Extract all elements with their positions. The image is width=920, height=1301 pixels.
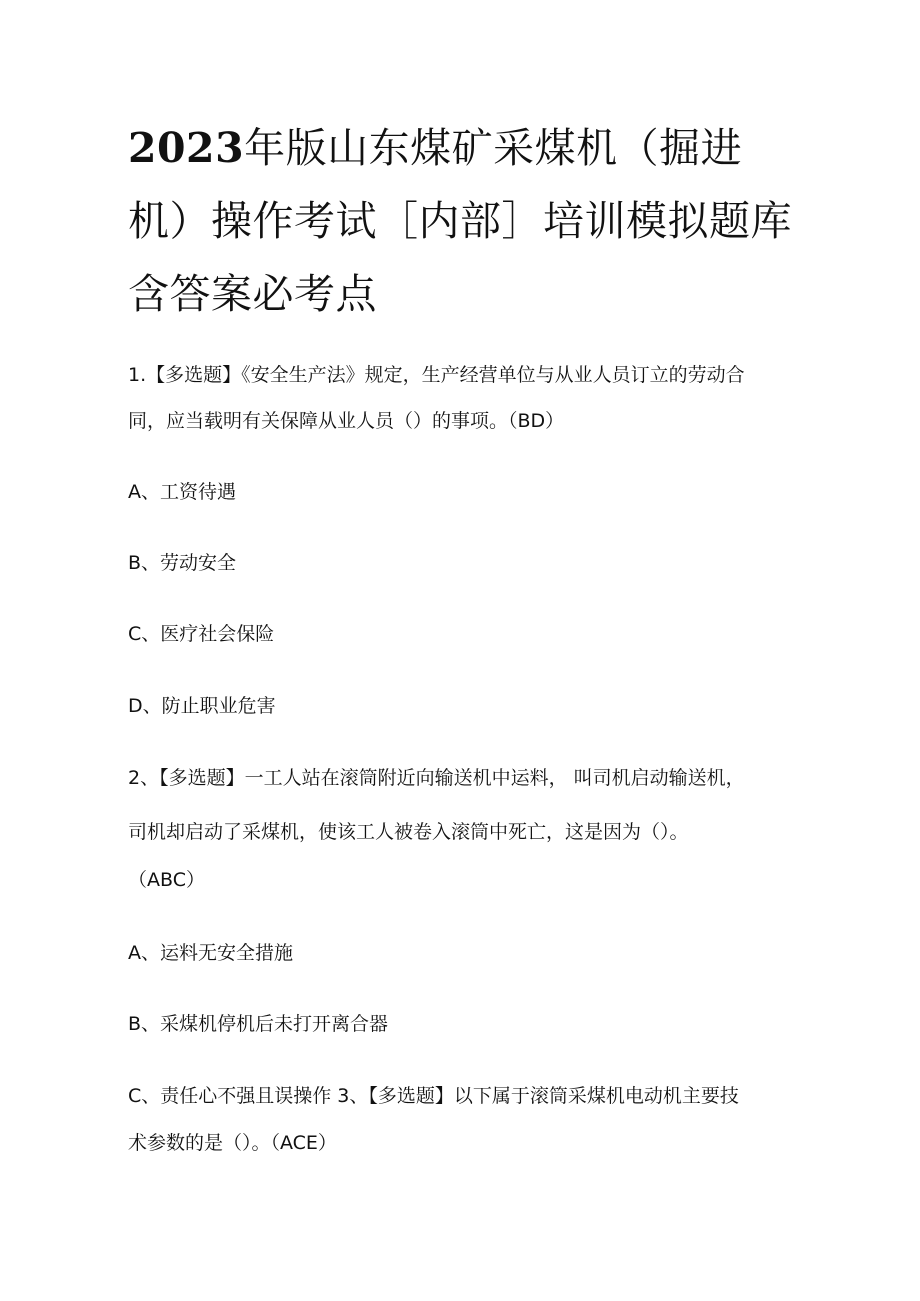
document-title (128, 112, 818, 331)
title-year: 2023 (128, 124, 245, 172)
question-1-option-c: C、医疗社会保险 (128, 623, 275, 645)
question-2-option-b: B、采煤机停机后未打开离合器 (128, 1013, 389, 1035)
question-3-stem-line-2: 术参数的是（）。（ACE） (128, 1132, 337, 1154)
question-2-stem-line-2: 司机却启动了采煤机，使该工人被卷入滚筒中死亡，这是因为（）。 (128, 821, 689, 843)
title-line-2: 机）操作考试［内部］培训模拟题库 (128, 197, 792, 245)
question-3-stem-line-1: C、责任心不强且误操作 3、【多选题】以下属于滚筒采煤机电动机主要技 (128, 1085, 739, 1107)
question-1-option-b: B、劳动安全 (128, 552, 237, 574)
question-2-stem-line-3: （ABC） (128, 869, 205, 891)
title-line-3: 含答案必考点 (128, 270, 377, 318)
question-2-option-a: A、运料无安全措施 (128, 942, 293, 964)
question-2-stem-line-1: 2、【多选题】一工人站在滚筒附近向输送机中运料， 叫司机启动输送机， (128, 767, 745, 789)
question-1-option-d: D、防止职业危害 (128, 695, 276, 717)
title-line-1-text: 年版山东煤矿采煤机（掘进 (244, 124, 743, 172)
title-line-1 (128, 112, 818, 185)
question-1-option-a: A、工资待遇 (128, 481, 236, 503)
question-1-stem-line-2: 同，应当载明有关保障从业人员（）的事项。（BD） (128, 410, 565, 432)
question-1-stem-line-1: 1.【多选题】《安全生产法》规定，生产经营单位与从业人员订立的劳动合 (128, 364, 745, 386)
